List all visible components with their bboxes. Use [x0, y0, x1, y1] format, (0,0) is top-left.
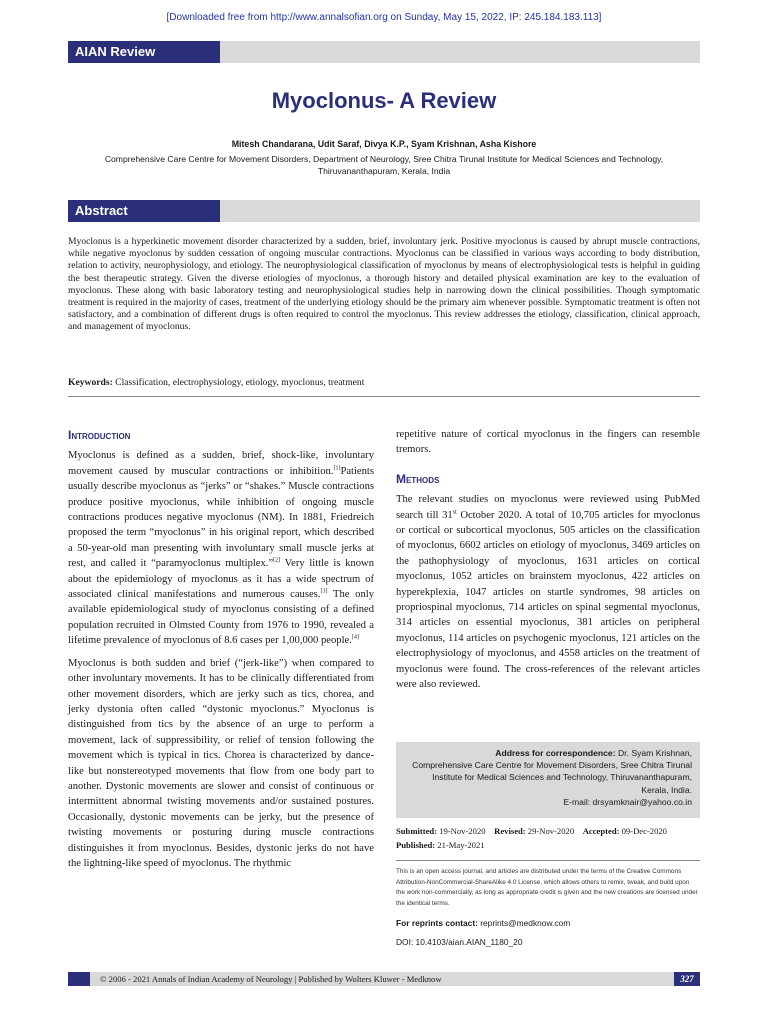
correspondence-line: Comprehensive Care Centre for Movement Disorders, Sree Chitra Tirunal: [412, 760, 692, 771]
article-title: Myoclonus- A Review: [271, 88, 497, 113]
footer-accent: [68, 972, 90, 986]
reprints-contact: [396, 918, 700, 928]
submitted-label: Submitted:: [396, 826, 438, 836]
page-number: 327: [674, 972, 700, 986]
section-label: AIAN Review: [68, 41, 220, 63]
abstract-bar: [68, 200, 700, 222]
right-column: [396, 427, 700, 700]
correspondence-line: Kerala, India.: [641, 784, 692, 795]
download-note: [Downloaded free from http://www.annalsofian.org on Sunday, May 15, 2022, IP: 245.184.183.113]: [166, 12, 602, 23]
intro-paragraph-2: Myoclonus is both sudden and brief (“jerk-like”) when compared to other involuntary movements. It has to be clinically differentiated from other movement disorders, which are jerky such as tics, chorea, and jerky dystonia often called “dystonic myoclonus.” Myoclonus is distinguished from tics by the absence of an urge to perform a movement, lack of suppressibility, or relief of tension following the movement which is typical in tics. Chorea is characterized by dance-like but nonstereotyped movements that flow from one body part to another. Dystonic movements are slower and consist of continuous or intermittent abnormal twisting movements and/or sustained postures. Occasionally, dystonic movements can be jerky, but the presence of twisting movements or posturing during muscle contractions distinguishes it from myoclonus. Besides, dystonic jerks do not have the lightning-like speed of myoclonus. The rhythmic: [68, 657, 374, 869]
reprints-email[interactable]: reprints@medknow.com: [477, 918, 571, 928]
intro-text: Patients usually describe myoclonus as “jerks” or “shakes.” Muscle contractions produce positive myoclonus, while inhibition of ongoing muscle contractions produces negative myoclonus (NM). In 1881, Friedreich proposed the term “myoclonus” in his original report, which described a 50-year-old man presenting with involuntary small muscle jerks at rest, and called it “paramyoclonus multiplex.”: [68, 465, 374, 570]
article-dates: [396, 825, 700, 852]
section-bar: [68, 41, 700, 63]
published-date: 21-May-2021: [435, 839, 485, 850]
citation-link[interactable]: [2]: [273, 557, 281, 564]
divider: [68, 396, 700, 397]
methods-text: The relevant studies on myoclonus were reviewed using PubMed search till 31: [396, 494, 700, 521]
intro-text: The only available epidemiological study of myoclonus consisting of a defined population recruited in Olmsted County from 1976 to 1990, revealed a lifetime prevalence of myoclonus of 8.6 cases per 1,00,000 people.: [68, 589, 374, 647]
abstract-label: Abstract: [68, 200, 220, 222]
revised-date: 29-Nov-2020: [525, 826, 575, 836]
license-text: This is an open access journal, and articles are distributed under the terms of the Creative Commons Attribution-NonCommercial-ShareAlike 4.0 License, which allows others to remix, tweak, and build upon the work non-commercially, as long as appropriate credit is given and the new creations are licensed under the identical terms.: [396, 868, 698, 907]
footer-bar: [68, 972, 700, 986]
keywords-list: Classification, electrophysiology, etiology, myoclonus, treatment: [112, 377, 365, 388]
citation-link[interactable]: [4]: [351, 634, 359, 641]
keywords-label: Keywords:: [68, 377, 113, 388]
correspondence-label: Address for correspondence:: [495, 748, 616, 758]
correspondence-box: [396, 742, 700, 818]
doi[interactable]: DOI: 10.4103/aian.AIAN_1180_20: [396, 937, 523, 947]
divider: [396, 860, 700, 861]
published-label: Published:: [396, 839, 436, 850]
left-column: [68, 428, 374, 878]
accepted-date: 09-Dec-2020: [619, 826, 667, 836]
footer-copyright: © 2006 - 2021 Annals of Indian Academy of Neurology | Published by Wolters Kluwer - Medknow: [100, 974, 442, 984]
methods-text: October 2020. A total of 10,705 articles for myoclonus or cortical or subcortical myoclonus, 505 articles on the classification of myoclonus, 6602 articles on etiology of myoclonus, 3469 articles on the pathophysiology of myoclonus, 1631 articles on cortical myoclonus, 1052 articles on brainstem myoclonus, 422 articles on hyperekplexia, 1047 articles on startle syndromes, 98 articles on propriospinal myoclonus, 714 articles on spinal segmental myoclonus, 314 articles on essential myoclonus, 381 articles on peripheral myoclonus, 114 articles on psychogenic myoclonus, 121 articles on the electrophysiology of myoclonus, and 4558 articles on the treatment of myoclonus were found. The cross-references of the relevant articles were also reviewed.: [396, 509, 701, 691]
revised-label: Revised:: [494, 826, 526, 836]
accepted-label: Accepted:: [582, 826, 620, 836]
correspondence-line: Institute for Medical Sciences and Technology, Thiruvananthapuram,: [432, 772, 692, 783]
affiliation: Comprehensive Care Centre for Movement Disorders, Department of Neurology, Sree Chitra Tirunal Institute for Medical Sciences and Technology, Thiruvananthapuram, Kerala, India: [104, 154, 664, 176]
intro-paragraph-1: [68, 448, 374, 648]
keywords: [68, 377, 700, 388]
introduction-heading: Introduction: [68, 428, 131, 442]
intro-text: Myoclonus is defined as a sudden, brief, shock-like, involuntary movement caused by muscular contractions or inhibition.: [68, 450, 374, 477]
methods-paragraph: [396, 492, 700, 692]
citation-link[interactable]: [1]: [333, 465, 341, 472]
methods-heading: Methods: [396, 471, 440, 486]
author-list: Mitesh Chandarana, Udit Saraf, Divya K.P., Syam Krishnan, Asha Kishore: [231, 139, 537, 149]
continued-paragraph: repetitive nature of cortical myoclonus in the fingers can resemble tremors.: [396, 429, 700, 456]
correspondence-email[interactable]: E-mail: drsyamknair@yahoo.co.in: [563, 796, 692, 807]
citation-link[interactable]: [3]: [320, 588, 328, 595]
intro-text: Very little is known about the epidemiology of myoclonus as it has a wide spectrum of associated clinical manifestations and numerous causes.: [68, 558, 374, 601]
reprints-label: For reprints contact:: [396, 918, 478, 928]
submitted-date: 19-Nov-2020: [437, 826, 486, 836]
correspondence-name: Dr. Syam Krishnan,: [615, 748, 692, 758]
ordinal-suffix: st: [452, 509, 457, 516]
abstract-text: Myoclonus is a hyperkinetic movement disorder characterized by a sudden, brief, involuntary jerk. Positive myoclonus is caused by abrupt muscle contractions, while negative myoclonus by sudden cessation of ongoing muscular contractions. Myoclonus can be classified in various ways according to body distribution, relation to activity, neurophysiology, and etiology. The neurophysiological classification of myoclonus by means of electrophysiological tests is helpful in guiding the best therapeutic strategy. Given the diverse etiologies of myoclonus, a thorough history and detailed physical examination are key to the evaluation of myoclonus. These along with basic laboratory testing and neurophysiological studies help in narrowing down the clinical possibilities. Though symptomatic treatment is required in the majority of cases, treatment of the underlying etiology should be the primary aim whenever possible. Symptomatic treatment is often not satisfactory, and a combination of different drugs is often required to control the myoclonus. This review addresses the etiology, classification, clinical approach, and management of myoclonus.: [68, 236, 700, 333]
